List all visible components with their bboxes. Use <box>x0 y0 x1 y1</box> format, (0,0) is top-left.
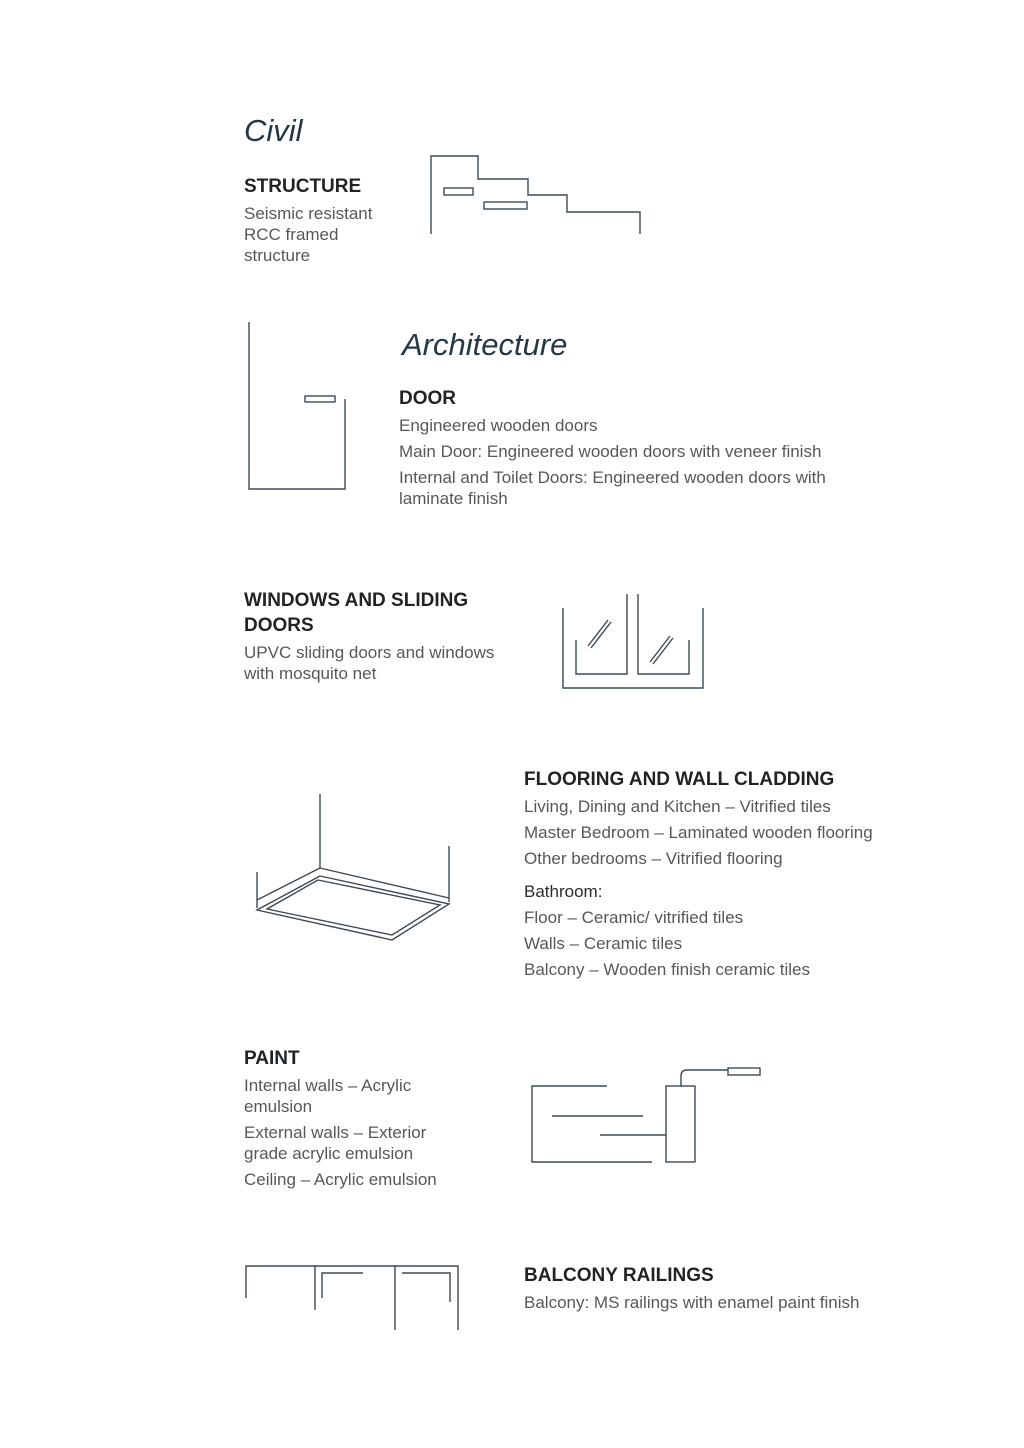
sliding-window-icon <box>558 590 708 695</box>
paint-heading: PAINT <box>244 1048 300 1069</box>
civil-title: Civil <box>244 113 303 148</box>
balcony-railing-icon <box>240 1258 465 1336</box>
windows-line-2: with mosquito net <box>244 664 377 683</box>
door-heading: DOOR <box>399 388 456 409</box>
paint-roller-icon <box>526 1064 766 1170</box>
railings-heading: BALCONY RAILINGS <box>524 1265 714 1286</box>
flooring-heading: FLOORING AND WALL CLADDING <box>524 769 835 790</box>
windows-line-1: UPVC sliding doors and windows <box>244 643 495 662</box>
flooring-line-1: Living, Dining and Kitchen – Vitrified tiles <box>524 797 831 816</box>
door-line-4: laminate finish <box>399 489 508 508</box>
paint-line-5: Ceiling – Acrylic emulsion <box>244 1170 437 1189</box>
windows-heading-line-2: DOORS <box>244 615 314 636</box>
paint-line-1: Internal walls – Acrylic <box>244 1076 412 1095</box>
paint-line-2: emulsion <box>244 1097 313 1116</box>
architecture-title: Architecture <box>402 327 568 362</box>
bathroom-line-2: Walls – Ceramic tiles <box>524 934 683 953</box>
structure-line-3: structure <box>244 246 311 265</box>
structure-line-2: RCC framed <box>244 225 339 244</box>
door-block <box>399 386 959 509</box>
structure-line-1: Seismic resistant <box>244 204 373 223</box>
door-line-3: Internal and Toilet Doors: Engineered wooden doors with <box>399 468 826 487</box>
flooring-line-3: Other bedrooms – Vitrified flooring <box>524 849 783 868</box>
flooring-line-2: Master Bedroom – Laminated wooden flooring <box>524 823 873 842</box>
railings-line-1: Balcony: MS railings with enamel paint finish <box>524 1293 860 1312</box>
structure-block <box>244 174 414 266</box>
bathroom-line-3: Balcony – Wooden finish ceramic tiles <box>524 960 810 979</box>
flooring-block <box>524 767 954 980</box>
door-line-2: Main Door: Engineered wooden doors with veneer finish <box>399 442 822 461</box>
floor-tile-icon <box>250 790 460 955</box>
paint-line-4: grade acrylic emulsion <box>244 1144 414 1163</box>
windows-block <box>244 588 544 684</box>
windows-heading-line-1: WINDOWS AND SLIDING <box>244 590 469 611</box>
structure-stairs-icon <box>425 150 650 240</box>
railings-block <box>524 1263 954 1313</box>
structure-heading: STRUCTURE <box>244 176 362 197</box>
paint-block <box>244 1046 504 1190</box>
door-line-1: Engineered wooden doors <box>399 416 598 435</box>
bathroom-heading: Bathroom: <box>524 882 603 901</box>
door-icon <box>243 318 353 498</box>
paint-line-3: External walls – Exterior <box>244 1123 427 1142</box>
bathroom-line-1: Floor – Ceramic/ vitrified tiles <box>524 908 744 927</box>
